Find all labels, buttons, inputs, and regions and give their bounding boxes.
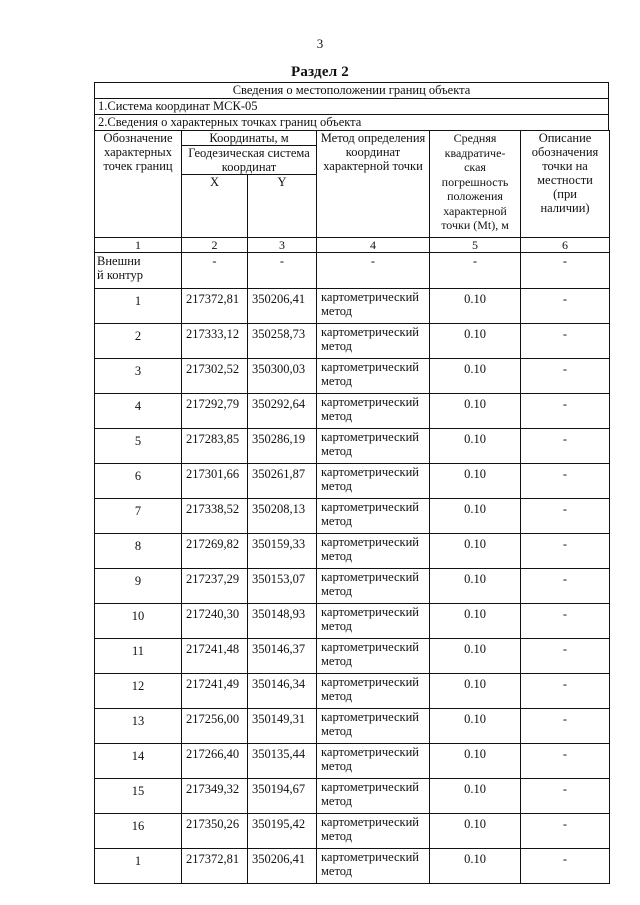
method: картометрический метод bbox=[317, 604, 430, 639]
table-row bbox=[95, 604, 610, 639]
coord-y: 350195,42 bbox=[248, 814, 317, 849]
table-row bbox=[95, 464, 610, 499]
table-row bbox=[95, 639, 610, 674]
description: - bbox=[521, 429, 610, 464]
header-coordinates: Координаты, м bbox=[182, 131, 317, 146]
description: - bbox=[521, 709, 610, 744]
coord-x: 217372,81 bbox=[182, 289, 248, 324]
table-row bbox=[95, 674, 610, 709]
description: - bbox=[521, 604, 610, 639]
coord-x: 217269,82 bbox=[182, 534, 248, 569]
description: - bbox=[521, 639, 610, 674]
description: - bbox=[521, 289, 610, 324]
method: картометрический метод bbox=[317, 639, 430, 674]
coord-x: 217338,52 bbox=[182, 499, 248, 534]
point-id: 1 bbox=[95, 289, 182, 324]
method: картометрический метод bbox=[317, 429, 430, 464]
point-id: 14 bbox=[95, 744, 182, 779]
method: картометрический метод bbox=[317, 534, 430, 569]
point-id: 3 bbox=[95, 359, 182, 394]
coord-x: 217349,32 bbox=[182, 779, 248, 814]
point-id: 9 bbox=[95, 569, 182, 604]
coord-y: 350208,13 bbox=[248, 499, 317, 534]
coord-x: 217241,48 bbox=[182, 639, 248, 674]
method: картометрический метод bbox=[317, 849, 430, 884]
coord-y: 350194,67 bbox=[248, 779, 317, 814]
coord-y: 350258,73 bbox=[248, 324, 317, 359]
error-value: 0.10 bbox=[430, 289, 521, 324]
method: картометрический метод bbox=[317, 814, 430, 849]
outer-contour-desc: - bbox=[521, 253, 610, 289]
table-row bbox=[95, 499, 610, 534]
table-row bbox=[95, 429, 610, 464]
header-x: X bbox=[182, 175, 248, 238]
description: - bbox=[521, 499, 610, 534]
description: - bbox=[521, 814, 610, 849]
coord-y: 350159,33 bbox=[248, 534, 317, 569]
method: картометрический метод bbox=[317, 709, 430, 744]
coord-y: 350286,19 bbox=[248, 429, 317, 464]
point-id: 8 bbox=[95, 534, 182, 569]
coord-y: 350206,41 bbox=[248, 849, 317, 884]
point-id: 15 bbox=[95, 779, 182, 814]
method: картометрический метод bbox=[317, 394, 430, 429]
header-y: Y bbox=[248, 175, 317, 238]
header-geodesic-system: Геодезическая система координат bbox=[182, 146, 317, 175]
col-number: 3 bbox=[248, 238, 317, 253]
method: картометрический метод bbox=[317, 569, 430, 604]
description: - bbox=[521, 569, 610, 604]
error-value: 0.10 bbox=[430, 324, 521, 359]
col-number: 1 bbox=[95, 238, 182, 253]
table-title: Сведения о местоположении границ объекта bbox=[94, 82, 609, 98]
coord-y: 350148,93 bbox=[248, 604, 317, 639]
description: - bbox=[521, 849, 610, 884]
table-row bbox=[95, 814, 610, 849]
coord-y: 350206,41 bbox=[248, 289, 317, 324]
col-number: 5 bbox=[430, 238, 521, 253]
outer-contour-y: - bbox=[248, 253, 317, 289]
coord-x: 217266,40 bbox=[182, 744, 248, 779]
points-table bbox=[94, 130, 610, 884]
method: картометрический метод bbox=[317, 359, 430, 394]
col-number: 4 bbox=[317, 238, 430, 253]
method: картометрический метод bbox=[317, 464, 430, 499]
outer-contour-method: - bbox=[317, 253, 430, 289]
header-row bbox=[95, 131, 610, 146]
description: - bbox=[521, 464, 610, 499]
point-id: 5 bbox=[95, 429, 182, 464]
method: картометрический метод bbox=[317, 499, 430, 534]
table-row bbox=[95, 744, 610, 779]
column-numbers-row bbox=[95, 238, 610, 253]
point-id: 11 bbox=[95, 639, 182, 674]
description: - bbox=[521, 324, 610, 359]
table-row bbox=[95, 534, 610, 569]
section-title: Раздел 2 bbox=[291, 64, 349, 80]
error-value: 0.10 bbox=[430, 394, 521, 429]
error-value: 0.10 bbox=[430, 744, 521, 779]
error-value: 0.10 bbox=[430, 779, 521, 814]
page-number: 3 bbox=[316, 36, 324, 51]
boundary-sheet bbox=[94, 82, 609, 884]
outer-contour-x: - bbox=[182, 253, 248, 289]
points-line: 2.Сведения о характерных точках границ объекта bbox=[94, 114, 609, 130]
header-point-designation: Обозначение характерных точек границ bbox=[95, 131, 182, 238]
coord-y: 350146,34 bbox=[248, 674, 317, 709]
coord-x: 217302,52 bbox=[182, 359, 248, 394]
outer-contour-label: Внешни й контур bbox=[95, 253, 182, 289]
coord-x: 217237,29 bbox=[182, 569, 248, 604]
error-value: 0.10 bbox=[430, 534, 521, 569]
coord-y: 350135,44 bbox=[248, 744, 317, 779]
point-id: 4 bbox=[95, 394, 182, 429]
error-value: 0.10 bbox=[430, 569, 521, 604]
point-id: 6 bbox=[95, 464, 182, 499]
coord-x: 217333,12 bbox=[182, 324, 248, 359]
coordinate-system-line: 1.Система координат МСК-05 bbox=[94, 98, 609, 114]
error-value: 0.10 bbox=[430, 429, 521, 464]
coord-x: 217241,49 bbox=[182, 674, 248, 709]
error-value: 0.10 bbox=[430, 359, 521, 394]
coord-y: 350149,31 bbox=[248, 709, 317, 744]
coord-y: 350292,64 bbox=[248, 394, 317, 429]
description: - bbox=[521, 744, 610, 779]
coord-y: 350261,87 bbox=[248, 464, 317, 499]
coord-y: 350153,07 bbox=[248, 569, 317, 604]
description: - bbox=[521, 534, 610, 569]
table-row bbox=[95, 289, 610, 324]
col-number: 6 bbox=[521, 238, 610, 253]
coord-y: 350300,03 bbox=[248, 359, 317, 394]
coord-x: 217256,00 bbox=[182, 709, 248, 744]
table-row bbox=[95, 394, 610, 429]
coord-x: 217292,79 bbox=[182, 394, 248, 429]
method: картометрический метод bbox=[317, 674, 430, 709]
error-value: 0.10 bbox=[430, 639, 521, 674]
coord-y: 350146,37 bbox=[248, 639, 317, 674]
description: - bbox=[521, 674, 610, 709]
table-row bbox=[95, 324, 610, 359]
point-id: 7 bbox=[95, 499, 182, 534]
error-value: 0.10 bbox=[430, 814, 521, 849]
description: - bbox=[521, 359, 610, 394]
coord-x: 217283,85 bbox=[182, 429, 248, 464]
table-row bbox=[95, 709, 610, 744]
header-description: Описание обозначения точки на местности (при наличии) bbox=[521, 131, 610, 238]
error-value: 0.10 bbox=[430, 674, 521, 709]
coord-x: 217301,66 bbox=[182, 464, 248, 499]
point-id: 1 bbox=[95, 849, 182, 884]
table-row bbox=[95, 569, 610, 604]
header-method: Метод определения координат характерной точки bbox=[317, 131, 430, 238]
table-row bbox=[95, 359, 610, 394]
point-id: 10 bbox=[95, 604, 182, 639]
method: картометрический метод bbox=[317, 289, 430, 324]
table-row bbox=[95, 849, 610, 884]
point-id: 16 bbox=[95, 814, 182, 849]
col-number: 2 bbox=[182, 238, 248, 253]
point-id: 12 bbox=[95, 674, 182, 709]
description: - bbox=[521, 394, 610, 429]
table-row bbox=[95, 779, 610, 814]
coord-x: 217372,81 bbox=[182, 849, 248, 884]
coord-x: 217350,26 bbox=[182, 814, 248, 849]
description: - bbox=[521, 779, 610, 814]
outer-contour-error: - bbox=[430, 253, 521, 289]
header-error: Средняя квадратиче- ская погрешность положения характерной точки (Mt), м bbox=[430, 131, 521, 238]
point-id: 13 bbox=[95, 709, 182, 744]
error-value: 0.10 bbox=[430, 499, 521, 534]
error-value: 0.10 bbox=[430, 709, 521, 744]
method: картометрический метод bbox=[317, 324, 430, 359]
point-id: 2 bbox=[95, 324, 182, 359]
method: картометрический метод bbox=[317, 744, 430, 779]
outer-contour-row bbox=[95, 253, 610, 289]
error-value: 0.10 bbox=[430, 604, 521, 639]
method: картометрический метод bbox=[317, 779, 430, 814]
error-value: 0.10 bbox=[430, 464, 521, 499]
error-value: 0.10 bbox=[430, 849, 521, 884]
coord-x: 217240,30 bbox=[182, 604, 248, 639]
